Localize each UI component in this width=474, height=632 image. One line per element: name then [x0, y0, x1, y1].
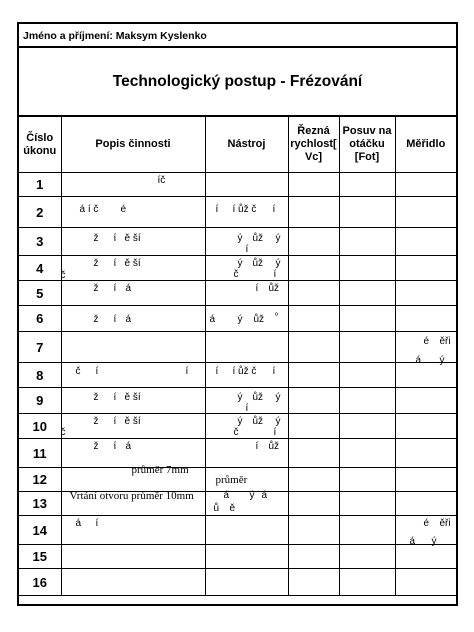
tool-text: ůž [252, 258, 264, 269]
tool-text: č [233, 427, 239, 438]
process-table [19, 117, 456, 596]
table-row [19, 545, 456, 569]
tool-cell [205, 197, 288, 228]
description-text: í [95, 518, 99, 529]
gauge-cell [395, 306, 456, 332]
gauge-cell [395, 197, 456, 228]
table-row [19, 388, 456, 414]
col-header-number: Číslo úkonu [19, 117, 61, 173]
table-row [19, 516, 456, 545]
speed-cell [288, 569, 339, 596]
gauge-cell [395, 281, 456, 306]
tool-cell [205, 439, 288, 468]
tool-text: ů [213, 503, 220, 514]
description-text: ž [93, 441, 99, 452]
description-text: íč [157, 175, 166, 186]
tool-text: průměr [215, 474, 248, 486]
description-cell [61, 256, 205, 281]
tool-cell [205, 569, 288, 596]
gauge-cell [395, 414, 456, 439]
speed-cell [288, 545, 339, 569]
speed-cell [288, 388, 339, 414]
step-number: 4 [19, 256, 61, 281]
tool-cell [205, 516, 288, 545]
tool-text: í [255, 441, 259, 452]
description-cell [61, 569, 205, 596]
process-sheet [17, 22, 458, 606]
table-row [19, 197, 456, 228]
speed-cell [288, 281, 339, 306]
gauge-cell [395, 545, 456, 569]
document-title: Technologický postup - Frézování [19, 48, 456, 117]
description-cell [61, 306, 205, 332]
tool-cell [205, 332, 288, 363]
description-cell [61, 332, 205, 363]
step-number: 1 [19, 173, 61, 197]
tool-text: ůž [268, 441, 280, 452]
description-text: á [125, 314, 132, 325]
feed-cell [339, 414, 395, 439]
tool-cell [205, 306, 288, 332]
description-cell [61, 281, 205, 306]
tool-text: á [261, 490, 268, 501]
tool-text: ůž [252, 416, 264, 427]
description-text: á [125, 441, 132, 452]
tool-cell [205, 256, 288, 281]
description-text: ž [93, 258, 99, 269]
gauge-cell [395, 256, 456, 281]
col-header-tool: Nástroj [205, 117, 288, 173]
tool-text: ě [229, 503, 236, 514]
gauge-cell [395, 516, 456, 545]
gauge-cell [395, 388, 456, 414]
step-number: 12 [19, 468, 61, 492]
table-row [19, 306, 456, 332]
feed-cell [339, 569, 395, 596]
description-text: í [113, 283, 117, 294]
description-cell [61, 545, 205, 569]
step-number: 10 [19, 414, 61, 439]
description-text: č [60, 427, 66, 438]
description-text: ě ší [124, 258, 141, 269]
speed-cell [288, 468, 339, 492]
speed-cell [288, 439, 339, 468]
table-row [19, 439, 456, 468]
description-text: í [185, 366, 189, 377]
tool-text: á [209, 314, 216, 325]
tool-cell [205, 468, 288, 492]
feed-cell [339, 256, 395, 281]
feed-cell [339, 306, 395, 332]
description-text: í [113, 441, 117, 452]
tool-text: í [255, 283, 259, 294]
description-text: í [113, 314, 117, 325]
speed-cell [288, 173, 339, 197]
tool-text: ůž [252, 392, 264, 403]
tool-text: ý [237, 233, 243, 244]
description-text: ě ší [124, 233, 141, 244]
description-cell [61, 388, 205, 414]
feed-cell [339, 439, 395, 468]
gauge-text: á [409, 536, 416, 547]
tool-text: ý [275, 416, 281, 427]
step-number: 13 [19, 492, 61, 516]
tool-text: í [245, 244, 249, 255]
feed-cell [339, 468, 395, 492]
tool-text: ý [275, 392, 281, 403]
table-row [19, 492, 456, 516]
description-text: ě ší [124, 416, 141, 427]
gauge-cell [395, 569, 456, 596]
gauge-text: ý [431, 536, 437, 547]
step-number: 2 [19, 197, 61, 228]
description-text: ž [93, 392, 99, 403]
student-name: Jméno a příjmení: Maksym Kyslenko [19, 24, 456, 48]
table-row [19, 173, 456, 197]
tool-cell [205, 173, 288, 197]
step-number: 7 [19, 332, 61, 363]
tool-text: ý [275, 233, 281, 244]
description-cell [61, 228, 205, 256]
tool-text: í [272, 204, 276, 215]
feed-cell [339, 281, 395, 306]
gauge-text: ěři [439, 518, 451, 529]
tool-cell [205, 492, 288, 516]
description-cell [61, 414, 205, 439]
tool-cell [205, 388, 288, 414]
step-number: 6 [19, 306, 61, 332]
tool-cell [205, 545, 288, 569]
feed-cell [339, 197, 395, 228]
step-number: 16 [19, 569, 61, 596]
description-text: á í č [79, 204, 99, 215]
tool-text: í [215, 204, 219, 215]
tool-cell [205, 281, 288, 306]
gauge-text: é [423, 518, 430, 529]
tool-text: á [223, 490, 230, 501]
table-row [19, 281, 456, 306]
feed-cell [339, 173, 395, 197]
feed-cell [339, 492, 395, 516]
description-cell [61, 173, 205, 197]
step-number: 5 [19, 281, 61, 306]
description-cell [61, 197, 205, 228]
feed-cell [339, 516, 395, 545]
description-cell [61, 464, 205, 492]
feed-cell [339, 388, 395, 414]
tool-text: í ůž č [232, 366, 257, 377]
tool-text: ° [274, 312, 279, 323]
step-number: 8 [19, 363, 61, 388]
col-header-gauge: Měřidlo [395, 117, 456, 173]
tool-text: ý [237, 314, 243, 325]
table-row [19, 468, 456, 492]
gauge-cell [395, 363, 456, 388]
description-text: č [60, 270, 66, 281]
tool-text: í [273, 427, 277, 438]
description-text: á [75, 518, 82, 529]
speed-cell [288, 306, 339, 332]
tool-text: í ůž č [232, 204, 257, 215]
description-text: č [75, 366, 81, 377]
tool-text: ůž [253, 314, 265, 325]
speed-cell [288, 256, 339, 281]
gauge-text: é [423, 336, 430, 347]
speed-cell [288, 414, 339, 439]
table-row [19, 414, 456, 439]
gauge-cell [395, 228, 456, 256]
description-text: í [95, 366, 99, 377]
gauge-cell [395, 439, 456, 468]
speed-cell [288, 332, 339, 363]
gauge-text: ý [439, 355, 445, 366]
description-text: ž [93, 416, 99, 427]
description-text: í [113, 258, 117, 269]
feed-cell [339, 228, 395, 256]
col-header-speed: Řezná rychlost[ Vc] [288, 117, 339, 173]
feed-cell [339, 545, 395, 569]
table-row [19, 228, 456, 256]
description-text: í [113, 233, 117, 244]
step-number: 15 [19, 545, 61, 569]
tool-text: í [245, 403, 249, 414]
tool-cell [205, 228, 288, 256]
tool-text: č [233, 269, 239, 280]
description-text: ž [93, 314, 99, 325]
description-text: í [113, 416, 117, 427]
gauge-cell [395, 332, 456, 366]
description-text: é [120, 204, 127, 215]
col-header-description: Popis činnosti [61, 117, 205, 173]
step-number: 11 [19, 439, 61, 468]
feed-cell [339, 332, 395, 363]
tool-text: í [215, 366, 219, 377]
description-cell [61, 516, 205, 545]
description-cell [61, 492, 205, 516]
description-text: ž [93, 283, 99, 294]
gauge-cell [395, 468, 456, 492]
speed-cell [288, 492, 339, 516]
speed-cell [288, 516, 339, 545]
table-row [19, 569, 456, 596]
gauge-text: á [415, 355, 422, 366]
description-text: á [125, 283, 132, 294]
tool-text: ý [249, 490, 255, 501]
speed-cell [288, 228, 339, 256]
tool-text: ý [237, 392, 243, 403]
gauge-cell [395, 173, 456, 197]
description-text: Vrtání otvoru průměr 10mm [69, 490, 194, 502]
description-text: průměr 7mm [131, 464, 189, 476]
speed-cell [288, 197, 339, 228]
speed-cell [288, 363, 339, 388]
tool-text: ý [237, 416, 243, 427]
tool-text: ý [275, 258, 281, 269]
tool-text: ůž [252, 233, 264, 244]
tool-cell [205, 363, 288, 388]
step-number: 14 [19, 516, 61, 545]
gauge-text: ěři [439, 336, 451, 347]
feed-cell [339, 363, 395, 388]
description-text: í [113, 392, 117, 403]
description-cell [61, 363, 205, 388]
step-number: 9 [19, 388, 61, 414]
tool-text: í [272, 366, 276, 377]
col-header-feed: Posuv na otáčku [Fot] [339, 117, 395, 173]
table-row [19, 332, 456, 363]
step-number: 3 [19, 228, 61, 256]
tool-text: ý [237, 258, 243, 269]
description-text: ě ší [124, 392, 141, 403]
table-row [19, 363, 456, 388]
tool-cell [205, 414, 288, 439]
description-text: ž [93, 233, 99, 244]
tool-text: ůž [268, 283, 280, 294]
table-row [19, 256, 456, 281]
gauge-cell [395, 492, 456, 516]
tool-text: í [273, 269, 277, 280]
